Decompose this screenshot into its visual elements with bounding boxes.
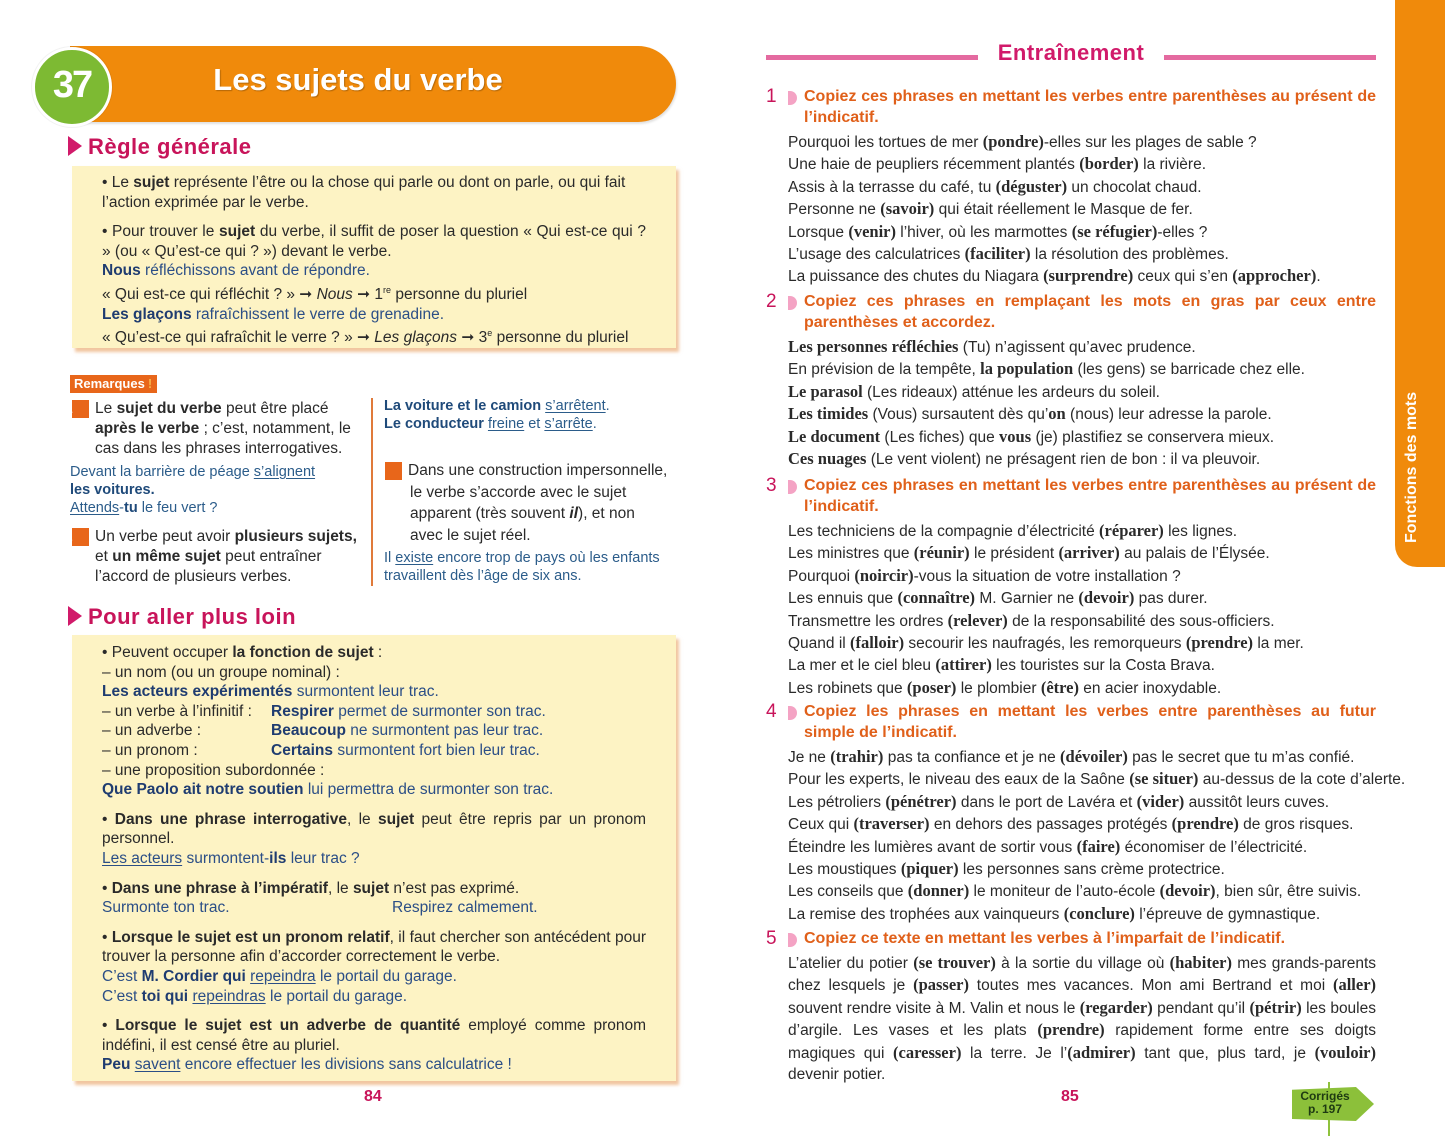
verb-prompt: (faire)	[1076, 836, 1121, 856]
verb-prompt: (attirer)	[935, 655, 992, 675]
verb-prompt: (admirer)	[1067, 1042, 1136, 1062]
exercise-sentences	[788, 336, 1376, 470]
verb-prompt: (venir)	[848, 221, 896, 241]
verb-prompt: (se situer)	[1129, 769, 1199, 789]
verb-prompt: Ces nuages	[788, 449, 867, 469]
exercise-1	[766, 86, 1376, 288]
arrow-icon	[68, 606, 82, 626]
exercise-5	[766, 928, 1376, 1085]
verb-prompt: Les personnes réfléchies	[788, 337, 959, 356]
exercise-sentence: En prévision de la tempête, la population (les gens) se barricade chez elle.	[788, 359, 1305, 379]
exercise-sentence: Quand il (falloir) secourir les naufragés, les remorqueurs (prendre) la mer.	[788, 633, 1304, 653]
exercise-sentence: La puissance des chutes du Niagara (surprendre) ceux qui s’en (approcher).	[788, 266, 1321, 286]
left-page	[0, 0, 720, 1136]
verb-prompt: Les timides	[788, 404, 869, 424]
example-sentence: Nous réfléchissons avant de répondre.	[102, 262, 370, 280]
verb-prompt: (border)	[1079, 154, 1139, 174]
exercise-sentence: Les conseils que (donner) le moniteur de l’auto-école (devoir), bien sûr, être suivis.	[788, 881, 1362, 901]
exercise-sentence: Éteindre les lumières avant de sortir vous (faire) économiser de l’électricité.	[788, 836, 1308, 856]
verb-prompt: (savoir)	[880, 199, 935, 219]
example-sentence: Devant la barrière de péage s’alignent les voitures. Attends-tu le feu vert ?	[70, 464, 316, 516]
exercise-sentence: Je ne (trahir) pas ta confiance et je ne (dévoiler) pas le secret que tu m’as confié.	[788, 747, 1355, 766]
verb-prompt: (devoir)	[1078, 588, 1135, 608]
title-banner	[70, 46, 676, 122]
verb-prompt: (se trouver)	[913, 953, 996, 972]
verb-prompt: (prendre)	[1037, 1020, 1105, 1040]
verb-prompt: (regarder)	[1079, 997, 1153, 1017]
verb-prompt: (devoir)	[1159, 881, 1216, 901]
rule-paragraph: • Peuvent occuper la fonction de sujet : – un nom (ou un groupe nominal) : Les acteurs expérimentés surmontent leur trac. – un verbe à l’infinitif : Respirer permet de surmonter son trac. – un adverbe : Beaucoup ne surmontent pas leur trac. – un pronom : Certains surmontent fort bien leur trac. – une proposition subordonnée : Que Paolo ait notre soutien lui permettra de surmonter son trac.	[102, 644, 554, 799]
verb-prompt: (passer)	[913, 975, 969, 995]
pour-aller-plus-loin-box	[72, 635, 676, 1081]
verb-prompt: (réparer)	[1099, 521, 1164, 540]
remarque-2: 2 Un verbe peut avoir plusieurs sujets, et un même sujet peut entraîner l’accord de plusieurs verbes.	[65, 528, 357, 585]
remarque-number-badge: 2	[72, 528, 89, 546]
verb-prompt: (approcher)	[1232, 266, 1317, 286]
exercise-sentence: Les timides (Vous) sursautent dès qu’on (nous) leur adresse la parole.	[788, 404, 1272, 424]
remarque-number-badge: 3	[385, 462, 402, 480]
exercise-instruction: Copiez ce texte en mettant les verbes à l’imparfait de l’indicatif.	[804, 930, 1286, 947]
exercise-sentences	[788, 520, 1376, 699]
chapter-number-badge	[32, 47, 112, 127]
exercise-sentence: Les robinets que (poser) le plombier (être) en acier inoxydable.	[788, 677, 1222, 697]
verb-prompt: (poser)	[906, 677, 957, 697]
exercise-sentence: La remise des trophées aux vainqueurs (conclure) l’épreuve de gymnastique.	[788, 903, 1321, 923]
exercise-sentence: Le parasol (Les rideaux) atténue les ardeurs du soleil.	[788, 381, 1160, 401]
verb-prompt: (habiter)	[1169, 953, 1232, 972]
pour-aller-plus-loin-heading: Pour aller plus loin	[68, 604, 296, 630]
verb-prompt: (faciliter)	[964, 244, 1031, 264]
exercise-sentence: Assis à la terrasse du café, tu (déguster) un chocolat chaud.	[788, 176, 1202, 196]
verb-prompt: Le parasol	[788, 381, 863, 401]
exercise-sentence: Personne ne (savoir) qui était réellement le Masque de fer.	[788, 199, 1193, 219]
exercise-sentence: Une haie de peupliers récemment plantés (border) la rivière.	[788, 154, 1206, 174]
rule-paragraph: • Pour trouver le sujet du verbe, il suffit de poser la question « Qui est-ce qui ? » (ou « Qu’est-ce qui ? ») devant le verbe. Nous réfléchissons avant de répondre. « Qui est-ce qui réfléchit ? » ➞ Nous ➞ 1re personne du pluriel Les glaçons rafraîchissent le verre de grenadine. « Qu’est-ce qui rafraîchit le verre ? » ➞ Les glaçons ➞ 3e personne du pluriel	[102, 223, 646, 347]
verb-prompt: (trahir)	[830, 747, 884, 766]
verb-prompt: vous	[999, 426, 1032, 446]
verb-prompt: (déguster)	[995, 176, 1068, 196]
page-number: 84	[364, 1088, 382, 1105]
verb-prompt: (caresser)	[893, 1042, 962, 1062]
exercise-sentence: Lorsque (venir) l’hiver, où les marmottes (se réfugier)-elles ?	[788, 221, 1208, 241]
remarque-2-examples: La voiture et le camion s’arrêtent. Le conducteur freine et s’arrête.	[384, 398, 610, 432]
verb-prompt: (traverser)	[853, 814, 930, 834]
exercise-sentence: Pourquoi (noircir)-vous la situation de votre installation ?	[788, 565, 1181, 585]
exercise-instruction: Copiez les phrases en mettant les verbes entre parenthèses au futur simple de l’indicatif.	[804, 703, 1376, 741]
rule-paragraph: • Lorsque le sujet est un adverbe de quantité employé comme pronom indéfini, il est censé être au pluriel. Peu savent encore effectuer les divisions sans calculatrice !	[102, 1017, 647, 1074]
column-divider	[371, 398, 373, 586]
example-sentence: Les glaçons rafraîchissent le verre de grenadine.	[102, 305, 445, 323]
verb-prompt: (pondre)	[982, 132, 1044, 151]
verb-prompt: on	[1048, 404, 1066, 424]
exercise-sentence: L’usage des calculatrices (faciliter) la résolution des problèmes.	[788, 244, 1229, 264]
verb-prompt: (surprendre)	[1043, 266, 1134, 286]
page-number: 85	[1061, 1088, 1079, 1105]
exercise-sentence: Les moustiques (piquer) les personnes sans crème protectrice.	[788, 859, 1225, 879]
verb-prompt: (piquer)	[900, 859, 959, 879]
corriges-label[interactable]: Corrigés p. 197	[1300, 1089, 1350, 1116]
verb-prompt: la population	[980, 359, 1074, 379]
question-line: « Qui est-ce qui réfléchit ? » ➞ Nous ➞ 1re personne du pluriel	[102, 284, 528, 304]
entrainement-header	[766, 40, 1376, 70]
exercise-sentence: Les personnes réfléchies (Tu) n’agissent qu’avec prudence.	[788, 337, 1196, 356]
rule-paragraph: • Dans une phrase interrogative, le sujet peut être repris par un pronom personnel. Les acteurs surmontent-ils leur trac ?	[102, 810, 647, 867]
exercise-sentence: Les pétroliers (pénétrer) dans le port de Lavéra et (vider) aussitôt leurs cuves.	[788, 791, 1329, 811]
verb-prompt: (donner)	[907, 881, 970, 901]
remarque-3: 3 Dans une construction impersonnelle, le verbe s’accorde avec le sujet apparent (très souvent il), et non avec le sujet réel. Il existe encore trop de pays où les enfants travaillent dès l’âge de six ans.	[385, 460, 670, 585]
chapter-title: Les sujets du verbe	[213, 62, 503, 97]
exercise-sentence: Les ennuis que (connaître) M. Garnier ne (devoir) pas durer.	[788, 588, 1208, 608]
verb-prompt: (réunir)	[913, 543, 970, 563]
exercise-4	[766, 701, 1406, 925]
exercise-sentence: Le document (Les fiches) que vous (je) plastifiez se conservera mieux.	[788, 426, 1275, 446]
exercise-sentence: Les techniciens de la compagnie d’électricité (réparer) les lignes.	[788, 521, 1238, 540]
exercise-sentence: Pourquoi les tortues de mer (pondre)-elles sur les plages de sable ?	[788, 132, 1257, 151]
exercise-sentences	[788, 952, 1376, 1085]
side-tab-label: Fonctions des mots	[1403, 391, 1420, 543]
verb-prompt: (dévoiler)	[1060, 747, 1128, 766]
verb-prompt: (prendre)	[1171, 814, 1239, 834]
rule-paragraph: • Le sujet représente l’être ou la chose qui parle ou dont on parle, ou qui fait l’action exprimée par le verbe.	[102, 174, 626, 211]
verb-prompt: (vider)	[1136, 791, 1185, 811]
arrow-icon	[68, 136, 82, 156]
verb-prompt: (être)	[1040, 677, 1079, 697]
chapter-number: 37	[52, 64, 92, 106]
exercise-number: 2	[766, 291, 777, 312]
verb-prompt: (prendre)	[1185, 633, 1254, 653]
remarque-number-badge: 1	[72, 400, 89, 418]
exercise-2	[766, 291, 1376, 470]
right-page	[720, 0, 1445, 1136]
exercise-number: 5	[766, 928, 777, 949]
exercise-sentence: Transmettre les ordres (relever) de la responsabilité des sous-officiers.	[788, 610, 1275, 630]
question-line: « Qu’est-ce qui rafraîchit le verre ? » ➞ Les glaçons ➞ 3e personne du pluriel	[102, 328, 629, 347]
verb-prompt: (noircir)	[854, 565, 914, 585]
exercise-sentence: Les ministres que (réunir) le président (arriver) au palais de l’Élysée.	[788, 543, 1270, 563]
remarque-1: 1 Le sujet du verbe peut être placé après le verbe ; c’est, notamment, le cas dans les phrases interrogatives. Devant la barrière de péage s’alignent les voitures. Attends-tu le feu vert ?	[72, 399, 364, 517]
verb-prompt: (se réfugier)	[1071, 221, 1158, 241]
exercise-number: 4	[766, 701, 777, 722]
regle-generale-box	[72, 166, 676, 348]
exercise-sentence: La mer et le ciel bleu (attirer) les touristes sur la Costa Brava.	[788, 655, 1215, 675]
verb-prompt: (connaître)	[897, 588, 976, 608]
verb-prompt: (falloir)	[850, 633, 905, 653]
regle-generale-heading: Règle générale	[68, 134, 252, 160]
example-sentence: Il existe encore trop de pays où les enfants travaillent dès l’âge de six ans.	[384, 550, 660, 584]
exercise-paragraph: L’atelier du potier (se trouver) à la sortie du village où (habiter) mes grands-parents chez lesquels je (passer) toutes mes vacances. Mon ami Bertrand et moi (aller) souvent rendre visite à M. Valin et nous le (regarder) pendant qu’il (pétrir) les boules d’argile. Les vases et les plats (prendre) rapidement forme entre ses doigts magiques qui (caresser) la terre. Je l’(admirer) tant que, plus tard, je (vouloir) devenir potier.	[788, 953, 1377, 1084]
exercise-instruction: Copiez ces phrases en mettant les verbes entre parenthèses au présent de l’indicatif.	[804, 88, 1376, 126]
exercise-sentence: Ceux qui (traverser) en dehors des passages protégés (prendre) de gros risques.	[788, 814, 1354, 834]
exercise-3	[766, 475, 1376, 699]
verb-prompt: (conclure)	[1063, 903, 1135, 923]
exercise-number: 1	[766, 86, 777, 107]
exercise-number: 3	[766, 475, 777, 496]
rule-paragraph: • Lorsque le sujet est un pronom relatif, il faut chercher son antécédent pour trouver la personne afin d’accorder correctement le verbe. C’est M. Cordier qui repeindra le portail du garage. C’est toi qui repeindras le portail du garage.	[102, 928, 646, 1005]
verb-prompt: (arriver)	[1058, 543, 1120, 563]
verb-prompt: (pétrir)	[1249, 997, 1302, 1017]
verb-prompt: (pénétrer)	[885, 791, 957, 811]
exercise-sentences	[788, 746, 1406, 925]
remarques-label: Remarques !	[70, 375, 157, 393]
exercise-sentence: Pour les experts, le niveau des eaux de la Saône (se situer) au-dessus de la cote d’alerte.	[788, 769, 1406, 789]
exclamation-icon: !	[147, 376, 153, 391]
exercise-instruction: Copiez ces phrases en mettant les verbes entre parenthèses au présent de l’indicatif.	[804, 477, 1376, 515]
exercise-instruction: Copiez ces phrases en remplaçant les mots en gras par ceux entre parenthèses et accordez.	[804, 293, 1376, 331]
verb-prompt: (relever)	[947, 610, 1008, 630]
rule-paragraph: • Dans une phrase à l’impératif, le sujet n’est pas exprimé. Surmonte ton trac. Respirez calmement.	[102, 879, 538, 917]
exercise-sentence: Ces nuages (Le vent violent) ne présagent rien de bon : il va pleuvoir.	[788, 449, 1261, 469]
exercise-sentences	[788, 131, 1376, 288]
verb-prompt: (aller)	[1332, 975, 1377, 995]
verb-prompt: Le document	[788, 426, 881, 446]
verb-prompt: (vouloir)	[1314, 1042, 1376, 1062]
entrainement-title: Entraînement	[997, 40, 1145, 65]
